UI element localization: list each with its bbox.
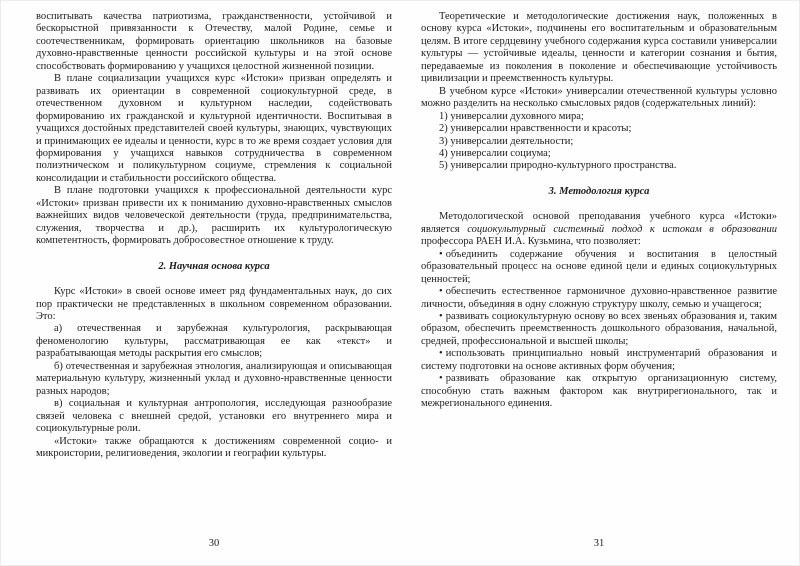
- paragraph: Курс «Истоки» в своей основе имеет ряд фундаментальных наук, до сих пор практически не представленных в школьном современном образовании. Это:: [36, 286, 392, 322]
- section-heading-methodology: 3. Методология курса: [548, 185, 650, 197]
- list-item: 3) универсалии деятельности;: [439, 135, 574, 147]
- bullet-item: [421, 373, 777, 410]
- bullet-icon: •: [439, 248, 443, 260]
- text-run: профессора РАЕН И.А. Кузьмина, что позволяет:: [421, 236, 641, 248]
- bullet-text: развивать образование как открытую организационную систему, способную стать важным фактором как внутрирегионального, так и межрегионального единения.: [421, 373, 777, 410]
- page-31: [421, 11, 777, 556]
- section-heading-science-basis: 2. Научная основа курса: [158, 260, 270, 272]
- list-item: 5) универсалии природно-культурного пространства.: [439, 160, 677, 172]
- bullet-icon: •: [439, 286, 443, 298]
- bullet-item: [421, 311, 777, 348]
- bullet-icon: •: [439, 348, 443, 360]
- bullet-text: использовать принципиально новый инструментарий образования и систему подготовки на основе активных форм обучения;: [421, 348, 777, 372]
- list-item: 2) универсалии нравственности и красоты;: [439, 123, 632, 135]
- bullet-item: [421, 249, 777, 286]
- bullet-text: объединить содержание обучения и воспитания в целостный образовательный процесс на основе единой цели и единых социокультурных ценностей;: [421, 248, 777, 285]
- paragraph: «Истоки» также обращаются к достижениям современной социо- и микроистории, религиоведения, экологии и географии культуры.: [36, 435, 392, 459]
- list-item-b: б) отечественная и зарубежная этнология, анализирующая и описывающая материальную культуру, жизненный уклад и духовно-нравственные ценности разных народов;: [36, 360, 392, 397]
- page-number-right: 31: [593, 538, 605, 549]
- page-number-left: 30: [208, 538, 220, 549]
- paragraph-continuation: воспитывать качества патриотизма, гражданственности, устойчивой и бескорыстной привязанности к Отечеству, малой Родине, семье и соотечественникам, формировать ориентацию школьников на базовые духовно-нравственные ценности российской культуры и на этой основе способствовать формированию у учащихся целостной жизненной позиции.: [36, 11, 392, 72]
- list-item: 4) универсалии социума;: [439, 147, 551, 159]
- paragraph: В учебном курсе «Истоки» универсалии отечественной культуры условно можно разделить на несколько смысловых рядов (содержательных линий):: [421, 85, 777, 110]
- paragraph: В плане подготовки учащихся к профессиональной деятельности курс «Истоки» призван привести их к пониманию духовно-нравственных смыслов важнейших видов человеческой деятельности (труда, предпринимательства, служения, творчества и др.), расширить их культурологическую компетентность, формировать добросовестное отношение к труду.: [36, 185, 392, 247]
- paragraph: В плане социализации учащихся курс «Истоки» призван определять и развивать их ориентации в современной социокультурной среде, в отечественном духовном и культурном наследии, содействовать формированию их гражданской и культурной идентичности. Воспитывая в учащихся достойных представителей своей культуры, знающих, чувствующих и принимающих ее идеалы и ценности, курс в то же время создает условия для формирования у учащихся навыков сотрудничества в современном полиэтническом и поликультурном социуме, стремления к социальной консолидации и стабильности российского общества.: [36, 73, 392, 184]
- bullet-text: обеспечить естественное гармоничное духовно-нравственное развитие личности, объединяя в одну сложную структуру школу, семью и учащегося;: [421, 286, 777, 310]
- bullet-icon: •: [439, 310, 443, 322]
- page-30: [36, 11, 392, 556]
- text-run-italic: социокультурный системный подход к истокам в образовании: [467, 223, 777, 235]
- paragraph-methodology-intro: [421, 211, 777, 248]
- list-item-a: а) отечественная и зарубежная культурология, раскрывающая феноменологию культуры, рассматривающая ее как «текст» и разрабатывающая методы раскрытия его смыслов;: [36, 323, 392, 360]
- bullet-item: [421, 286, 777, 311]
- text-run: Методологической основой преподавания учебного курса «Истоки» является: [421, 211, 777, 235]
- bullet-item: [421, 348, 777, 373]
- paragraph: Теоретические и методологические достижения наук, положенных в основу курса «Истоки», подчинены его воспитательным и образовательным целям. В итоге сердцевину учебного содержания курса составили универсалии культуры — устойчивые идеалы, ценности и категории сознания и бытия, передаваемые из поколения в поколение и обеспечивающие устойчивость цивилизации и преемственность культуры.: [421, 11, 777, 85]
- list-item: 1) универсалии духовного мира;: [439, 110, 584, 122]
- bullet-icon: •: [439, 373, 443, 385]
- list-item-v: в) социальная и культурная антропология, исследующая разнообразие связей человека с внешней средой, установки его внутреннего мира и социокультурные роли.: [36, 398, 392, 435]
- bullet-text: развивать социокультурную основу во всех звеньях образования и, таким образом, обеспечить преемственность дошкольного образования, начальной, средней, профессиональной и высшей школы;: [421, 310, 777, 347]
